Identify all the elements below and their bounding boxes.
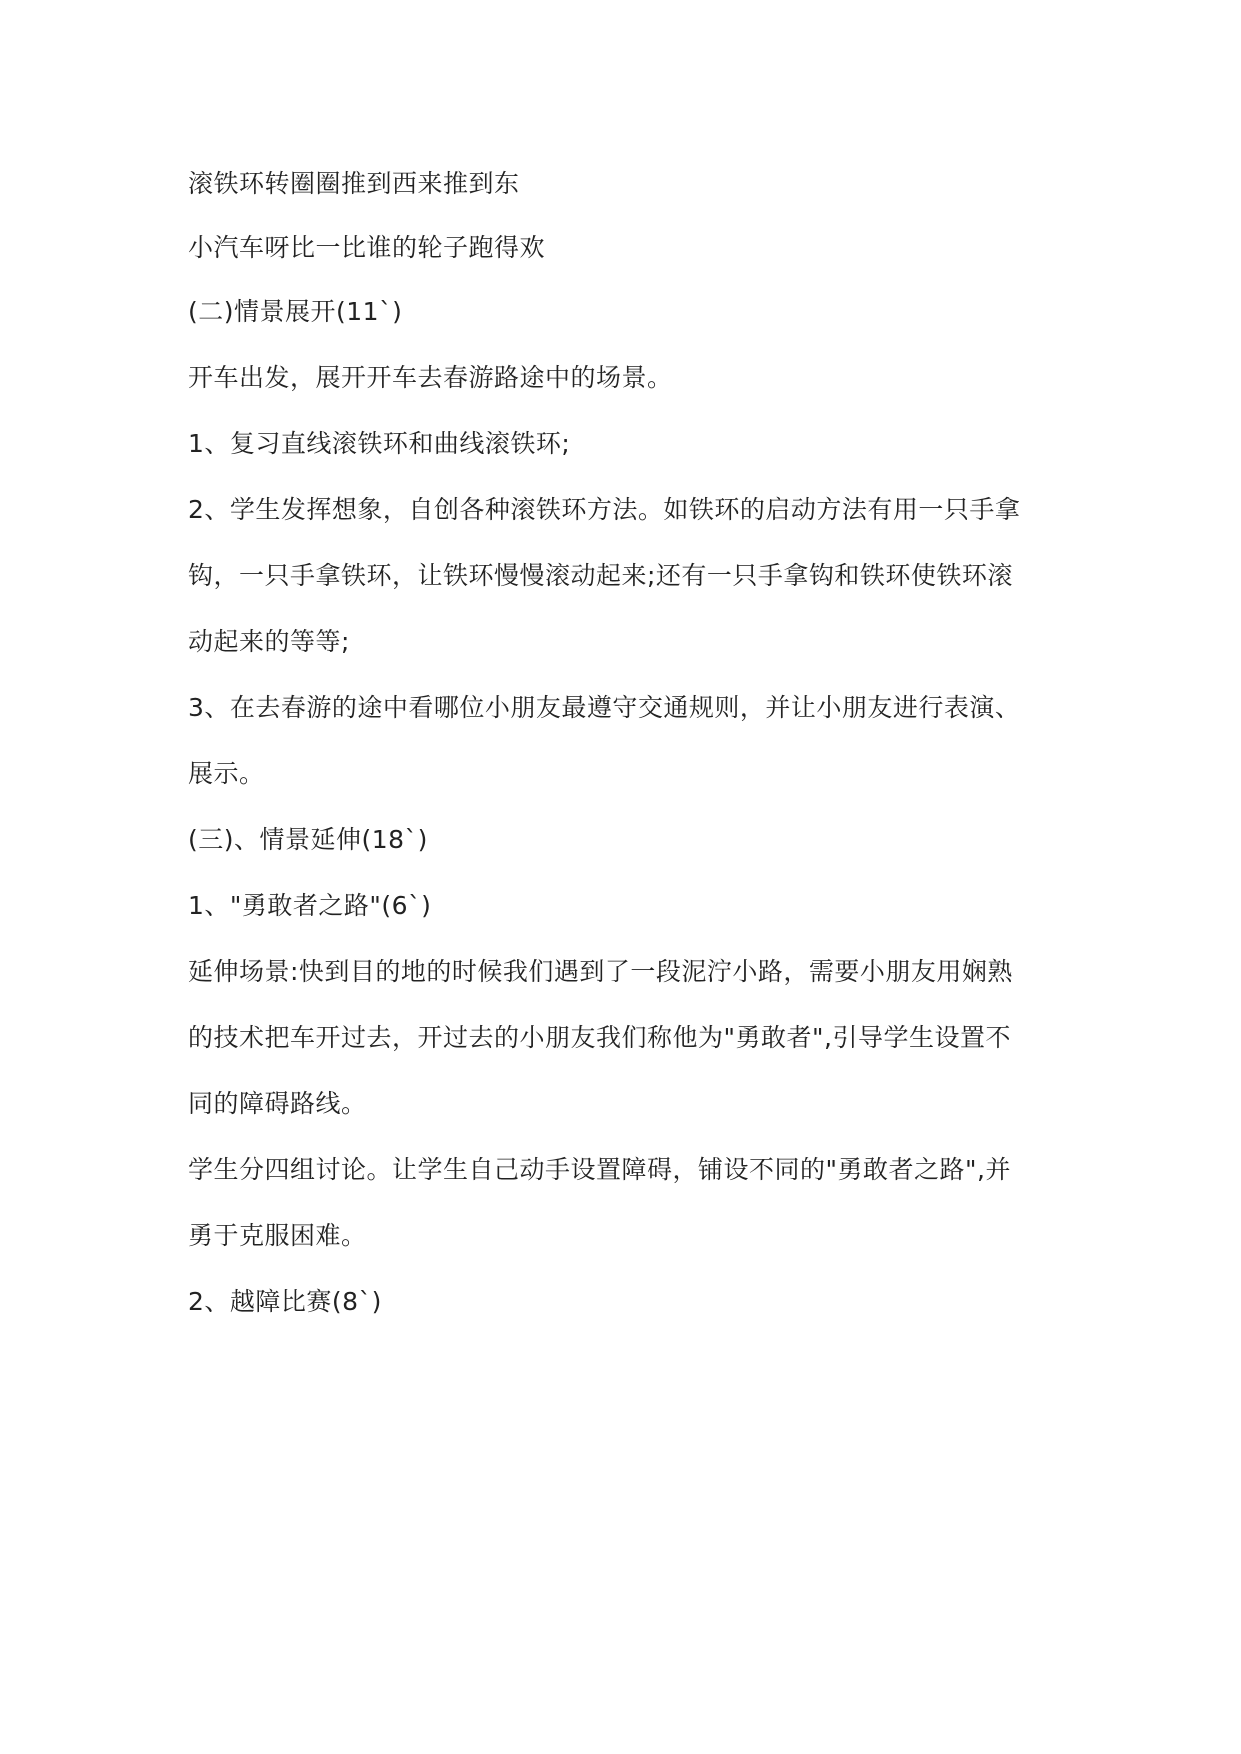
text-line: 同的障碍路线。: [188, 1089, 367, 1118]
text-line: 滚铁环转圈圈推到西来推到东: [188, 169, 520, 198]
text-line: 钩，一只手拿铁环，让铁环慢慢滚动起来;还有一只手拿钩和铁环使铁环滚: [188, 561, 1013, 590]
list-item: 2、学生发挥想象，自创各种滚铁环方法。如铁环的启动方法有用一只手拿: [188, 495, 1021, 524]
list-item: 3、在去春游的途中看哪位小朋友最遵守交通规则，并让小朋友进行表演、: [188, 693, 1021, 722]
text-line: 的技术把车开过去，开过去的小朋友我们称他为"勇敢者",引导学生设置不: [188, 1023, 1011, 1052]
section-heading: (二)情景展开(11`): [188, 297, 403, 326]
section-heading: (三)、情景延伸(18`): [188, 825, 428, 854]
text-line: 勇于克服困难。: [188, 1221, 367, 1250]
list-item: 1、"勇敢者之路"(6`): [188, 891, 432, 920]
text-line: 动起来的等等;: [188, 627, 350, 656]
text-line: 展示。: [188, 759, 265, 788]
text-line: 延伸场景:快到目的地的时候我们遇到了一段泥泞小路，需要小朋友用娴熟: [188, 957, 1013, 986]
text-line: 学生分四组讨论。让学生自己动手设置障碍，铺设不同的"勇敢者之路",并: [188, 1155, 1011, 1184]
text-line: 小汽车呀比一比谁的轮子跑得欢: [188, 233, 546, 262]
text-line: 开车出发，展开开车去春游路途中的场景。: [188, 363, 673, 392]
list-item: 2、越障比赛(8`): [188, 1287, 382, 1316]
list-item: 1、复习直线滚铁环和曲线滚铁环;: [188, 429, 571, 458]
